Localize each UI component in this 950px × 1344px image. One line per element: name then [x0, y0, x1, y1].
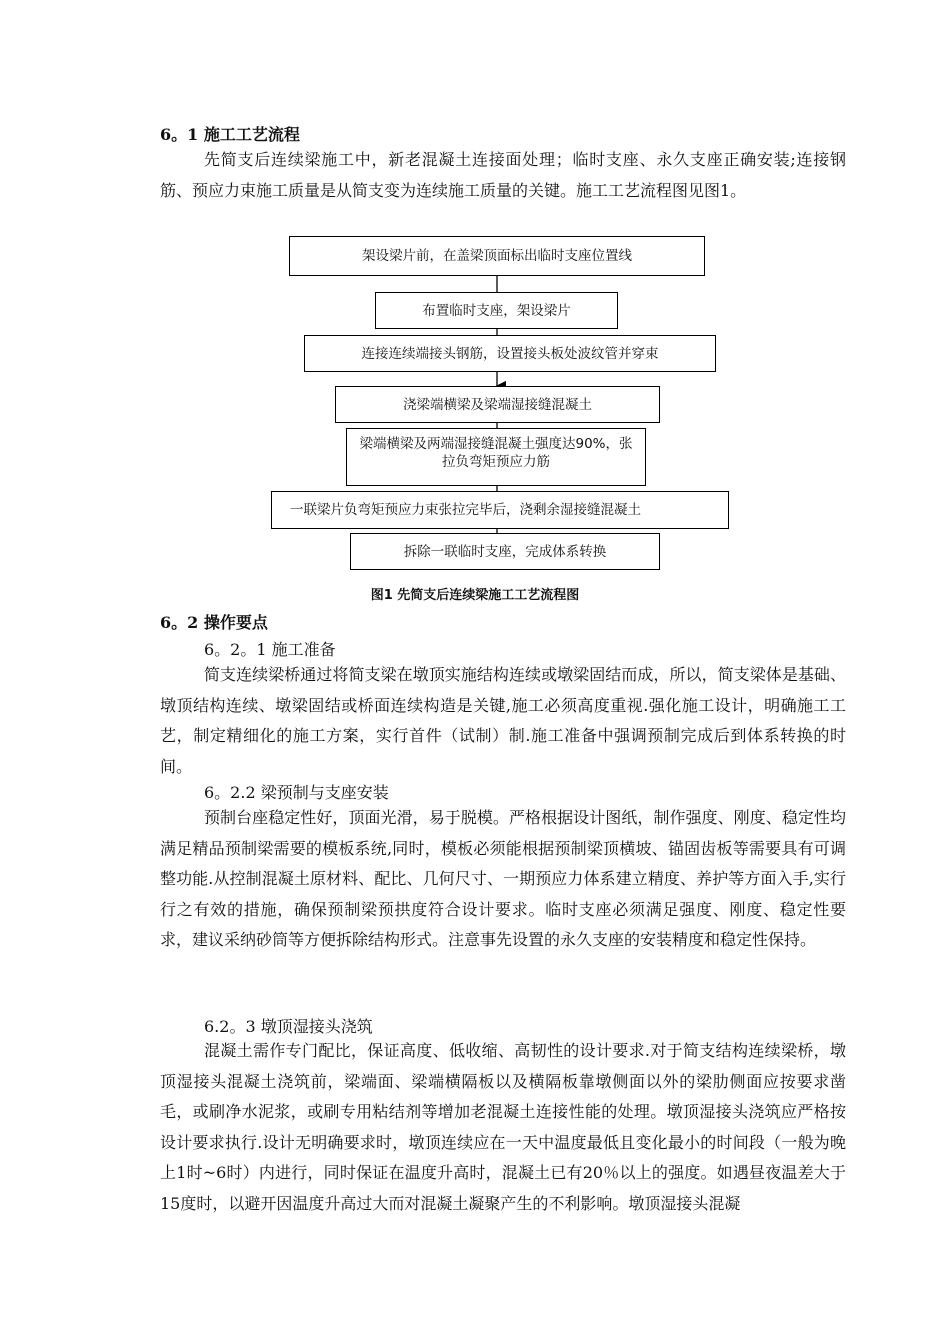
- flow-step-6: 一联梁片负弯矩预应力束张拉完毕后，浇剩余湿接缝混凝土: [271, 491, 729, 529]
- subsection-6-2-2-title: 6。2.2 梁预制与支座安装: [204, 783, 389, 802]
- section-6-1-heading: 6。1 施工工艺流程: [160, 125, 300, 144]
- subsection-6-2-3-paragraph: 混凝土需作专门配比，保证高度、低收缩、高韧性的设计要求.对于简支结构连续梁桥，墩顶湿接头混凝土浇筑前，梁端面、梁端横隔板以及横隔板靠墩侧面以外的梁肋侧面应按要求凿毛，或刷净水泥浆，或刷专用粘结剂等增加老混凝土连接性能的处理。墩顶湿接头浇筑应严格按设计要求执行.设计无明确要求时，墩顶连续应在一天中温度最低且变化最小的时间段（一般为晚上1时~6时）内进行，同时保证在温度升高时，混凝土已有20％以上的强度。如遇昼夜温差大于15度时，以避开因温度升高过大而对混凝土凝聚产生的不利影响。墩顶湿接头混凝: [160, 1041, 846, 1213]
- section-6-1-paragraph: 先简支后连续梁施工中，新老混凝土连接面处理；临时支座、永久支座正确安装;连接钢筋、预应力束施工质量是从简支变为连续施工质量的关键。施工工艺流程图见图1。: [160, 150, 846, 200]
- flow-step-7: 拆除一联临时支座，完成体系转换: [350, 533, 660, 570]
- subsection-6-2-1-title: 6。2。1 施工准备: [204, 640, 336, 659]
- subsection-6-2-3-title: 6.2。3 墩顶湿接头浇筑: [204, 1017, 373, 1036]
- subsection-6-2-2-paragraph: 预制台座稳定性好，顶面光滑，易于脱模。严格根据设计图纸，制作强度、刚度、稳定性均满足精品预制梁需要的模板系统,同时，模板必须能根据预制梁顶横坡、锚固齿板等需要具有可调整功能.从控制混凝土原材料、配比、几何尺寸、一期预应力体系建立精度、养护等方面入手,实行行之有效的措施，确保预制梁预拱度符合设计要求。临时支座必须满足强度、刚度、稳定性要求，建议采纳砂筒等方便拆除结构形式。注意事先设置的永久支座的安装精度和稳定性保持。: [160, 808, 846, 949]
- flow-step-4: 浇梁端横梁及梁端湿接缝混凝土: [335, 386, 660, 423]
- flow-step-3: 连接连续端接头钢筋，设置接头板处波纹管并穿束: [304, 335, 716, 372]
- subsection-6-2-1-paragraph: 简支连续梁桥通过将简支梁在墩顶实施结构连续或墩梁固结而成，所以，简支梁体是基础、墩顶结构连续、墩梁固结或桥面连续构造是关键,施工必须高度重视.强化施工设计，明确施工工艺，制定精细化的施工方案，实行首件（试制）制.施工准备中强调预制完成后到体系转换的时间。: [160, 665, 846, 776]
- figure-caption: 图1 先简支后连续梁施工工艺流程图: [370, 588, 580, 603]
- flow-step-5: 梁端横梁及两端湿接缝混凝土强度达90%，张拉负弯矩预应力筋: [346, 428, 646, 486]
- section-6-2-heading: 6。2 操作要点: [160, 613, 268, 632]
- flow-step-2: 布置临时支座，架设梁片: [375, 292, 618, 329]
- flow-step-1: 架设梁片前，在盖梁顶面标出临时支座位置线: [289, 236, 705, 276]
